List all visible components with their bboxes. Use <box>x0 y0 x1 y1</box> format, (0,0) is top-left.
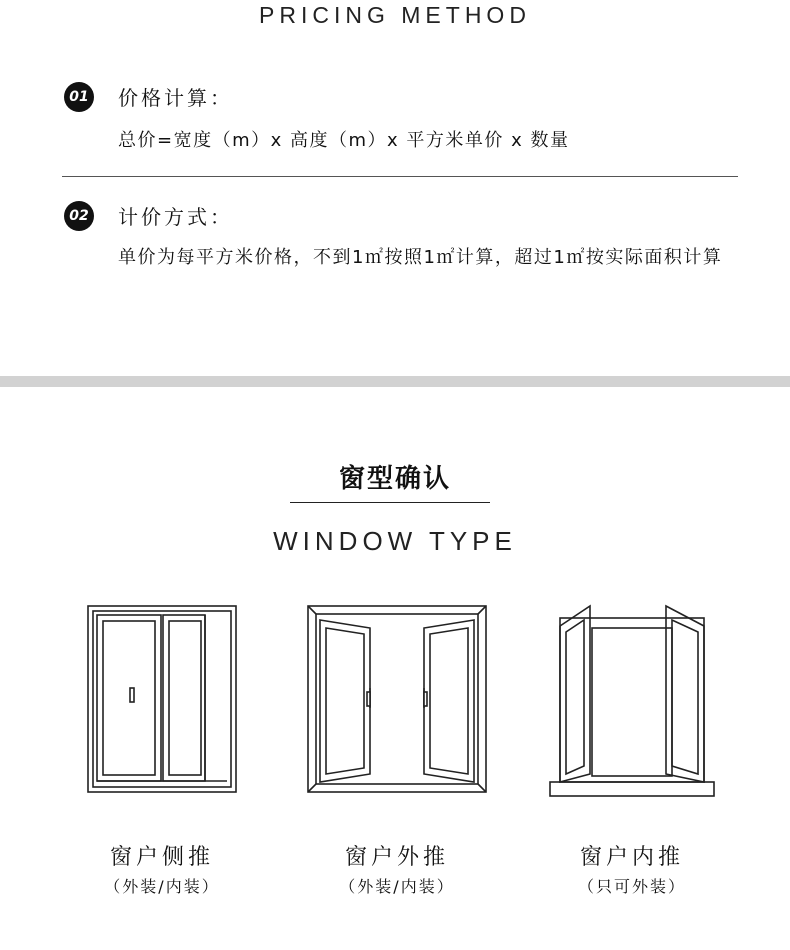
window-type-label-outward: 窗户外推 <box>344 845 449 870</box>
outward-casement-window-icon <box>304 598 490 798</box>
pricing-method-heading: PRICING METHOD <box>259 2 531 28</box>
window-type-note-sliding: （外装/内装） <box>104 877 220 896</box>
window-type-label-inward: 窗户内推 <box>579 845 684 870</box>
pricing-section-01 <box>64 80 764 170</box>
section-body-pricing-rule: 单价为每平方米价格，不到1㎡按照1㎡计算，超过1㎡按实际面积计算 <box>118 247 723 268</box>
window-type-title: 窗型确认 <box>338 464 451 494</box>
window-type-note-outward: （外装/内装） <box>339 877 455 896</box>
pricing-section-02 <box>64 199 764 319</box>
section-title-price-calculation: 价格计算： <box>118 86 233 110</box>
number-badge-02: 02 <box>64 201 94 231</box>
section-body-price-formula: 总价=宽度（m）x 高度（m）x 平方米单价 x 数量 <box>118 130 570 151</box>
number-badge-01: 01 <box>64 82 94 112</box>
section-title-pricing-method: 计价方式： <box>118 205 233 229</box>
inward-casement-window-icon <box>546 598 718 802</box>
window-type-subtitle: WINDOW TYPE <box>273 526 517 556</box>
window-type-note-inward: （只可外装） <box>577 877 686 896</box>
section-separator-band <box>0 376 790 387</box>
sliding-window-icon <box>84 598 240 798</box>
title-underline <box>290 502 490 503</box>
window-type-label-sliding: 窗户侧推 <box>109 845 214 870</box>
section-divider <box>62 176 738 177</box>
